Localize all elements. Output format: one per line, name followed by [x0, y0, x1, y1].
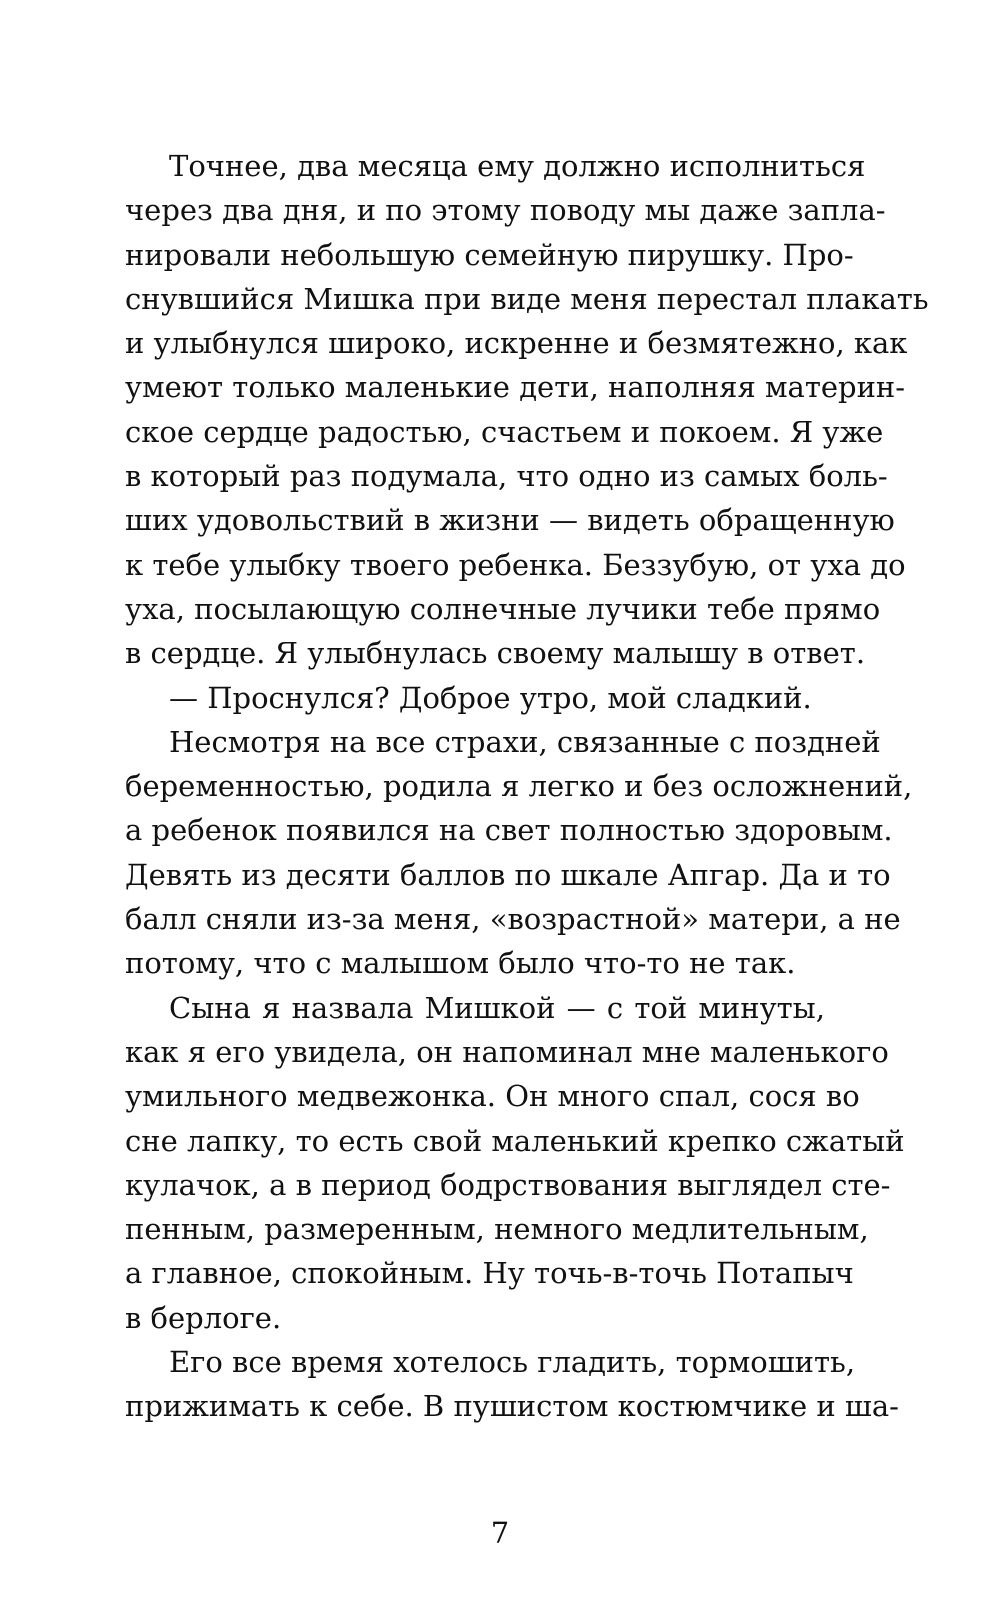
text-line: ших удовольствий в жизни — видеть обращенную — [125, 503, 895, 538]
text-line: пенным, размеренным, немного медлительным, — [125, 1212, 869, 1247]
body-text — [125, 144, 929, 1429]
text-line: в который раз подумала, что одно из самых боль- — [125, 459, 888, 494]
text-line: беременностью, родила я легко и без осложнений, — [125, 769, 913, 804]
text-line: к тебе улыбку твоего ребенка. Беззубую, от уха до — [125, 547, 906, 582]
text-line: а главное, спокойным. Ну точь-в-точь Потапыч — [125, 1256, 854, 1291]
text-line: Точнее, два месяца ему должно исполниться — [169, 149, 866, 183]
text-line: прижимать к себе. В пушистом костюмчике и ша- — [125, 1389, 899, 1424]
text-line: балл сняли из-за меня, «возрастной» матери, а не — [125, 902, 901, 937]
text-line: ское сердце радостью, счастьем и покоем. Я уже — [125, 414, 884, 449]
text-line: потому, что с малышом было что-то не так. — [125, 946, 796, 981]
text-line: умильного медвежонка. Он много спал, сося во — [125, 1079, 860, 1114]
text-line: как я его увидела, он напоминал мне маленького — [125, 1034, 889, 1069]
text-line: через два дня, и по этому поводу мы даже запла- — [125, 193, 886, 228]
text-line: и улыбнулся широко, искренне и безмятежно, как — [125, 326, 908, 361]
text-line: снувшийся Мишка при виде меня перестал плакать — [125, 281, 929, 316]
text-line: а ребенок появился на свет полностью здоровым. — [125, 813, 893, 848]
text-line: Несмотря на все страхи, связанные с поздней — [169, 724, 881, 759]
text-line: Сына я назвала Мишкой — с той минуты, — [169, 990, 825, 1025]
text-line: Его все время хотелось гладить, тормошить, — [169, 1345, 856, 1380]
text-line: в сердце. Я улыбнулась своему малышу в ответ. — [125, 636, 866, 671]
text-line: уха, посылающую солнечные лучики тебе прямо — [125, 591, 881, 626]
text-line: в берлоге. — [125, 1300, 282, 1335]
text-line: сне лапку, то есть свой маленький крепко сжатый — [125, 1123, 905, 1158]
page-number: 7 — [490, 1516, 510, 1550]
text-line: Девять из десяти баллов по шкале Апгар. Да и то — [125, 857, 891, 892]
text-line: кулачок, а в период бодрствования выглядел сте- — [125, 1167, 891, 1202]
text-line: умеют только маленькие дети, наполняя материн- — [125, 370, 906, 405]
text-line: — Проснулся? Доброе утро, мой сладкий. — [169, 680, 812, 715]
text-line: нировали небольшую семейную пирушку. Про- — [125, 237, 854, 272]
